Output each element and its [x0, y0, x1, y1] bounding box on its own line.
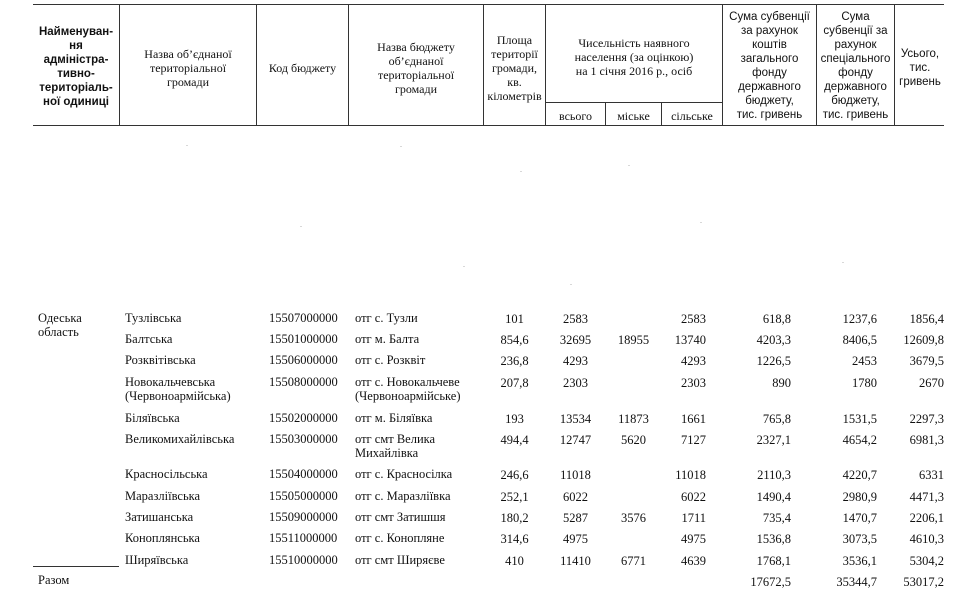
header-pop-rural: сільське	[671, 109, 713, 123]
cell-total: 4610,3	[909, 532, 944, 546]
scan-speck	[700, 222, 702, 223]
cell-budget-name: отг смт Затишшя	[355, 510, 446, 524]
cell-special-fund: 8406,5	[842, 333, 877, 347]
cell-pop-urban: 18955	[617, 333, 650, 347]
cell-budget-code: 15505000000	[269, 489, 338, 503]
cell-community: Балтська	[125, 332, 173, 346]
cell-general-fund: 1768,1	[756, 554, 791, 568]
cell-budget-code: 15507000000	[269, 311, 338, 325]
region-name: Одеська область	[38, 311, 82, 339]
cell-special-fund: 3536,1	[842, 554, 877, 568]
scan-speck	[628, 165, 630, 166]
cell-general-fund: 890	[772, 376, 791, 390]
cell-pop-rural: 13740	[674, 333, 706, 347]
cell-area: 252,1	[500, 490, 529, 504]
cell-pop-total: 11410	[560, 554, 591, 568]
scan-speck	[520, 171, 522, 172]
cell-budget-code: 15509000000	[269, 510, 338, 524]
cell-community: Маразліївська	[125, 489, 201, 503]
cell-special-fund: 1780	[852, 376, 877, 390]
cell-total: 2670	[919, 376, 944, 390]
cell-budget-code: 15501000000	[269, 332, 338, 346]
cell-pop-rural: 4975	[681, 532, 706, 546]
cell-pop-rural: 6022	[681, 490, 706, 504]
cell-total: 4471,3	[909, 490, 944, 504]
cell-total: 6981,3	[909, 433, 944, 447]
cell-pop-rural: 7127	[681, 433, 706, 447]
cell-budget-name: отг с. Тузли	[355, 311, 418, 325]
cell-budget-code: 15502000000	[269, 411, 338, 425]
cell-community: Коноплянська	[125, 531, 200, 545]
population-split-rule	[546, 102, 723, 103]
cell-area: 193	[505, 412, 524, 426]
cell-general-fund: 735,4	[762, 511, 791, 525]
scan-speck	[570, 284, 572, 285]
cell-budget-name: отг смт Велика Михайлівка	[355, 432, 436, 460]
cell-pop-rural: 1661	[681, 412, 706, 426]
cell-pop-total: 12747	[559, 433, 592, 447]
header-area: Площа території громади, кв. кілометрів	[487, 33, 542, 103]
cell-general-fund: 2327,1	[756, 433, 791, 447]
cell-pop-rural: 4639	[681, 554, 706, 568]
header-pop-urban: міське	[617, 109, 650, 123]
totals-rule	[33, 566, 119, 567]
totals-special: 35344,7	[836, 575, 877, 589]
cell-community: Біляївська	[125, 411, 180, 425]
cell-area: 246,6	[500, 468, 529, 482]
cell-special-fund: 1470,7	[842, 511, 877, 525]
cell-budget-name: отг смт Ширяєве	[355, 553, 445, 567]
cell-budget-name: отг с. Новокальчеве (Червоноармійське)	[355, 375, 461, 403]
cell-pop-total: 6022	[563, 490, 588, 504]
header-pop-total: всього	[558, 109, 593, 123]
cell-general-fund: 4203,3	[756, 333, 791, 347]
cell-general-fund: 1226,5	[756, 354, 791, 368]
cell-special-fund: 4220,7	[842, 468, 877, 482]
cell-pop-total: 4293	[563, 354, 588, 368]
cell-general-fund: 2110,3	[757, 468, 791, 482]
cell-pop-urban: 5620	[621, 433, 646, 447]
header-budget-code: Код бюджету	[268, 61, 337, 75]
cell-budget-code: 15510000000	[269, 553, 338, 567]
cell-budget-name: отг с. Конопляне	[355, 531, 445, 545]
cell-pop-rural: 4293	[681, 354, 706, 368]
cell-pop-rural: 2303	[681, 376, 706, 390]
header-admin-unit: Найменуван- ня адміністра- тивно- територіаль- ної одиниці	[38, 26, 114, 108]
cell-pop-urban: 6771	[621, 554, 646, 568]
cell-budget-code: 15503000000	[269, 432, 338, 446]
cell-special-fund: 4654,2	[842, 433, 877, 447]
cell-pop-total: 2583	[563, 312, 588, 326]
cell-pop-urban: 11873	[618, 412, 649, 426]
header-top-rule	[33, 4, 944, 5]
cell-area: 854,6	[500, 333, 529, 347]
cell-general-fund: 1490,4	[756, 490, 791, 504]
cell-special-fund: 1237,6	[842, 312, 877, 326]
cell-community: Ширяївська	[125, 553, 189, 567]
header-total: Усього, тис. гривень	[899, 48, 941, 88]
cell-pop-rural: 11018	[675, 468, 706, 482]
scan-speck	[842, 262, 844, 263]
cell-area: 494,4	[500, 433, 529, 447]
totals-total: 53017,2	[903, 575, 944, 589]
cell-budget-name: отг м. Біляївка	[355, 411, 433, 425]
scan-speck	[300, 226, 302, 227]
cell-community: Новокальчевська (Червоноармійська)	[125, 375, 231, 403]
scan-speck	[400, 146, 402, 147]
cell-general-fund: 1536,8	[756, 532, 791, 546]
header-special-fund: Сума субвенції за рахунок спеціального фонду державного бюджету, тис. гривень	[820, 11, 891, 121]
cell-area: 207,8	[500, 376, 529, 390]
cell-special-fund: 2453	[852, 354, 877, 368]
cell-community: Тузлівська	[125, 311, 182, 325]
cell-pop-total: 2303	[563, 376, 588, 390]
cell-general-fund: 618,8	[762, 312, 791, 326]
cell-total: 3679,5	[909, 354, 944, 368]
header-budget-name: Назва бюджету об’єднаної територіальної громади	[377, 40, 455, 96]
cell-special-fund: 3073,5	[842, 532, 877, 546]
cell-total: 12609,8	[903, 333, 944, 347]
cell-area: 236,8	[500, 354, 529, 368]
cell-budget-name: отг с. Маразліївка	[355, 489, 451, 503]
cell-pop-total: 5287	[563, 511, 588, 525]
cell-community: Розквітівська	[125, 353, 196, 367]
cell-budget-code: 15504000000	[269, 467, 338, 481]
cell-special-fund: 1531,5	[842, 412, 877, 426]
totals-label: Разом	[38, 573, 70, 587]
cell-area: 180,2	[500, 511, 529, 525]
cell-general-fund: 765,8	[762, 412, 791, 426]
scan-speck	[186, 145, 188, 146]
cell-total: 1856,4	[909, 312, 944, 326]
cell-area: 410	[505, 554, 524, 568]
cell-area: 314,6	[500, 532, 529, 546]
cell-total: 5304,2	[909, 554, 944, 568]
cell-community: Великомихайлівська	[125, 432, 235, 446]
header-population: Чисельність наявного населення (за оцінкою) на 1 січня 2016 р., осіб	[574, 36, 694, 78]
cell-pop-total: 11018	[560, 468, 591, 482]
header-community: Назва об’єднаної територіальної громади	[144, 47, 232, 89]
scan-speck	[463, 266, 465, 267]
cell-budget-name: отг с. Розквіт	[355, 353, 426, 367]
cell-total: 6331	[919, 468, 944, 482]
cell-total: 2206,1	[909, 511, 944, 525]
cell-total: 2297,3	[909, 412, 944, 426]
cell-budget-name: отг с. Красносілка	[355, 467, 453, 481]
cell-community: Затишанська	[125, 510, 194, 524]
cell-pop-rural: 1711	[681, 511, 706, 525]
header-general-fund: Сума субвенції за рахунок коштів загального фонду державного бюджету, тис. гривень	[729, 11, 810, 121]
cell-community: Красносільська	[125, 467, 208, 481]
cell-special-fund: 2980,9	[842, 490, 877, 504]
cell-budget-name: отг м. Балта	[355, 332, 420, 346]
cell-budget-code: 15506000000	[269, 353, 338, 367]
cell-pop-urban: 3576	[621, 511, 646, 525]
cell-pop-total: 4975	[563, 532, 588, 546]
cell-budget-code: 15508000000	[269, 375, 338, 389]
cell-pop-rural: 2583	[681, 312, 706, 326]
cell-pop-total: 13534	[559, 412, 592, 426]
totals-general: 17672,5	[750, 575, 791, 589]
cell-budget-code: 15511000000	[269, 531, 338, 545]
header-bottom-rule	[33, 125, 944, 126]
cell-area: 101	[505, 312, 524, 326]
cell-pop-total: 32695	[559, 333, 592, 347]
